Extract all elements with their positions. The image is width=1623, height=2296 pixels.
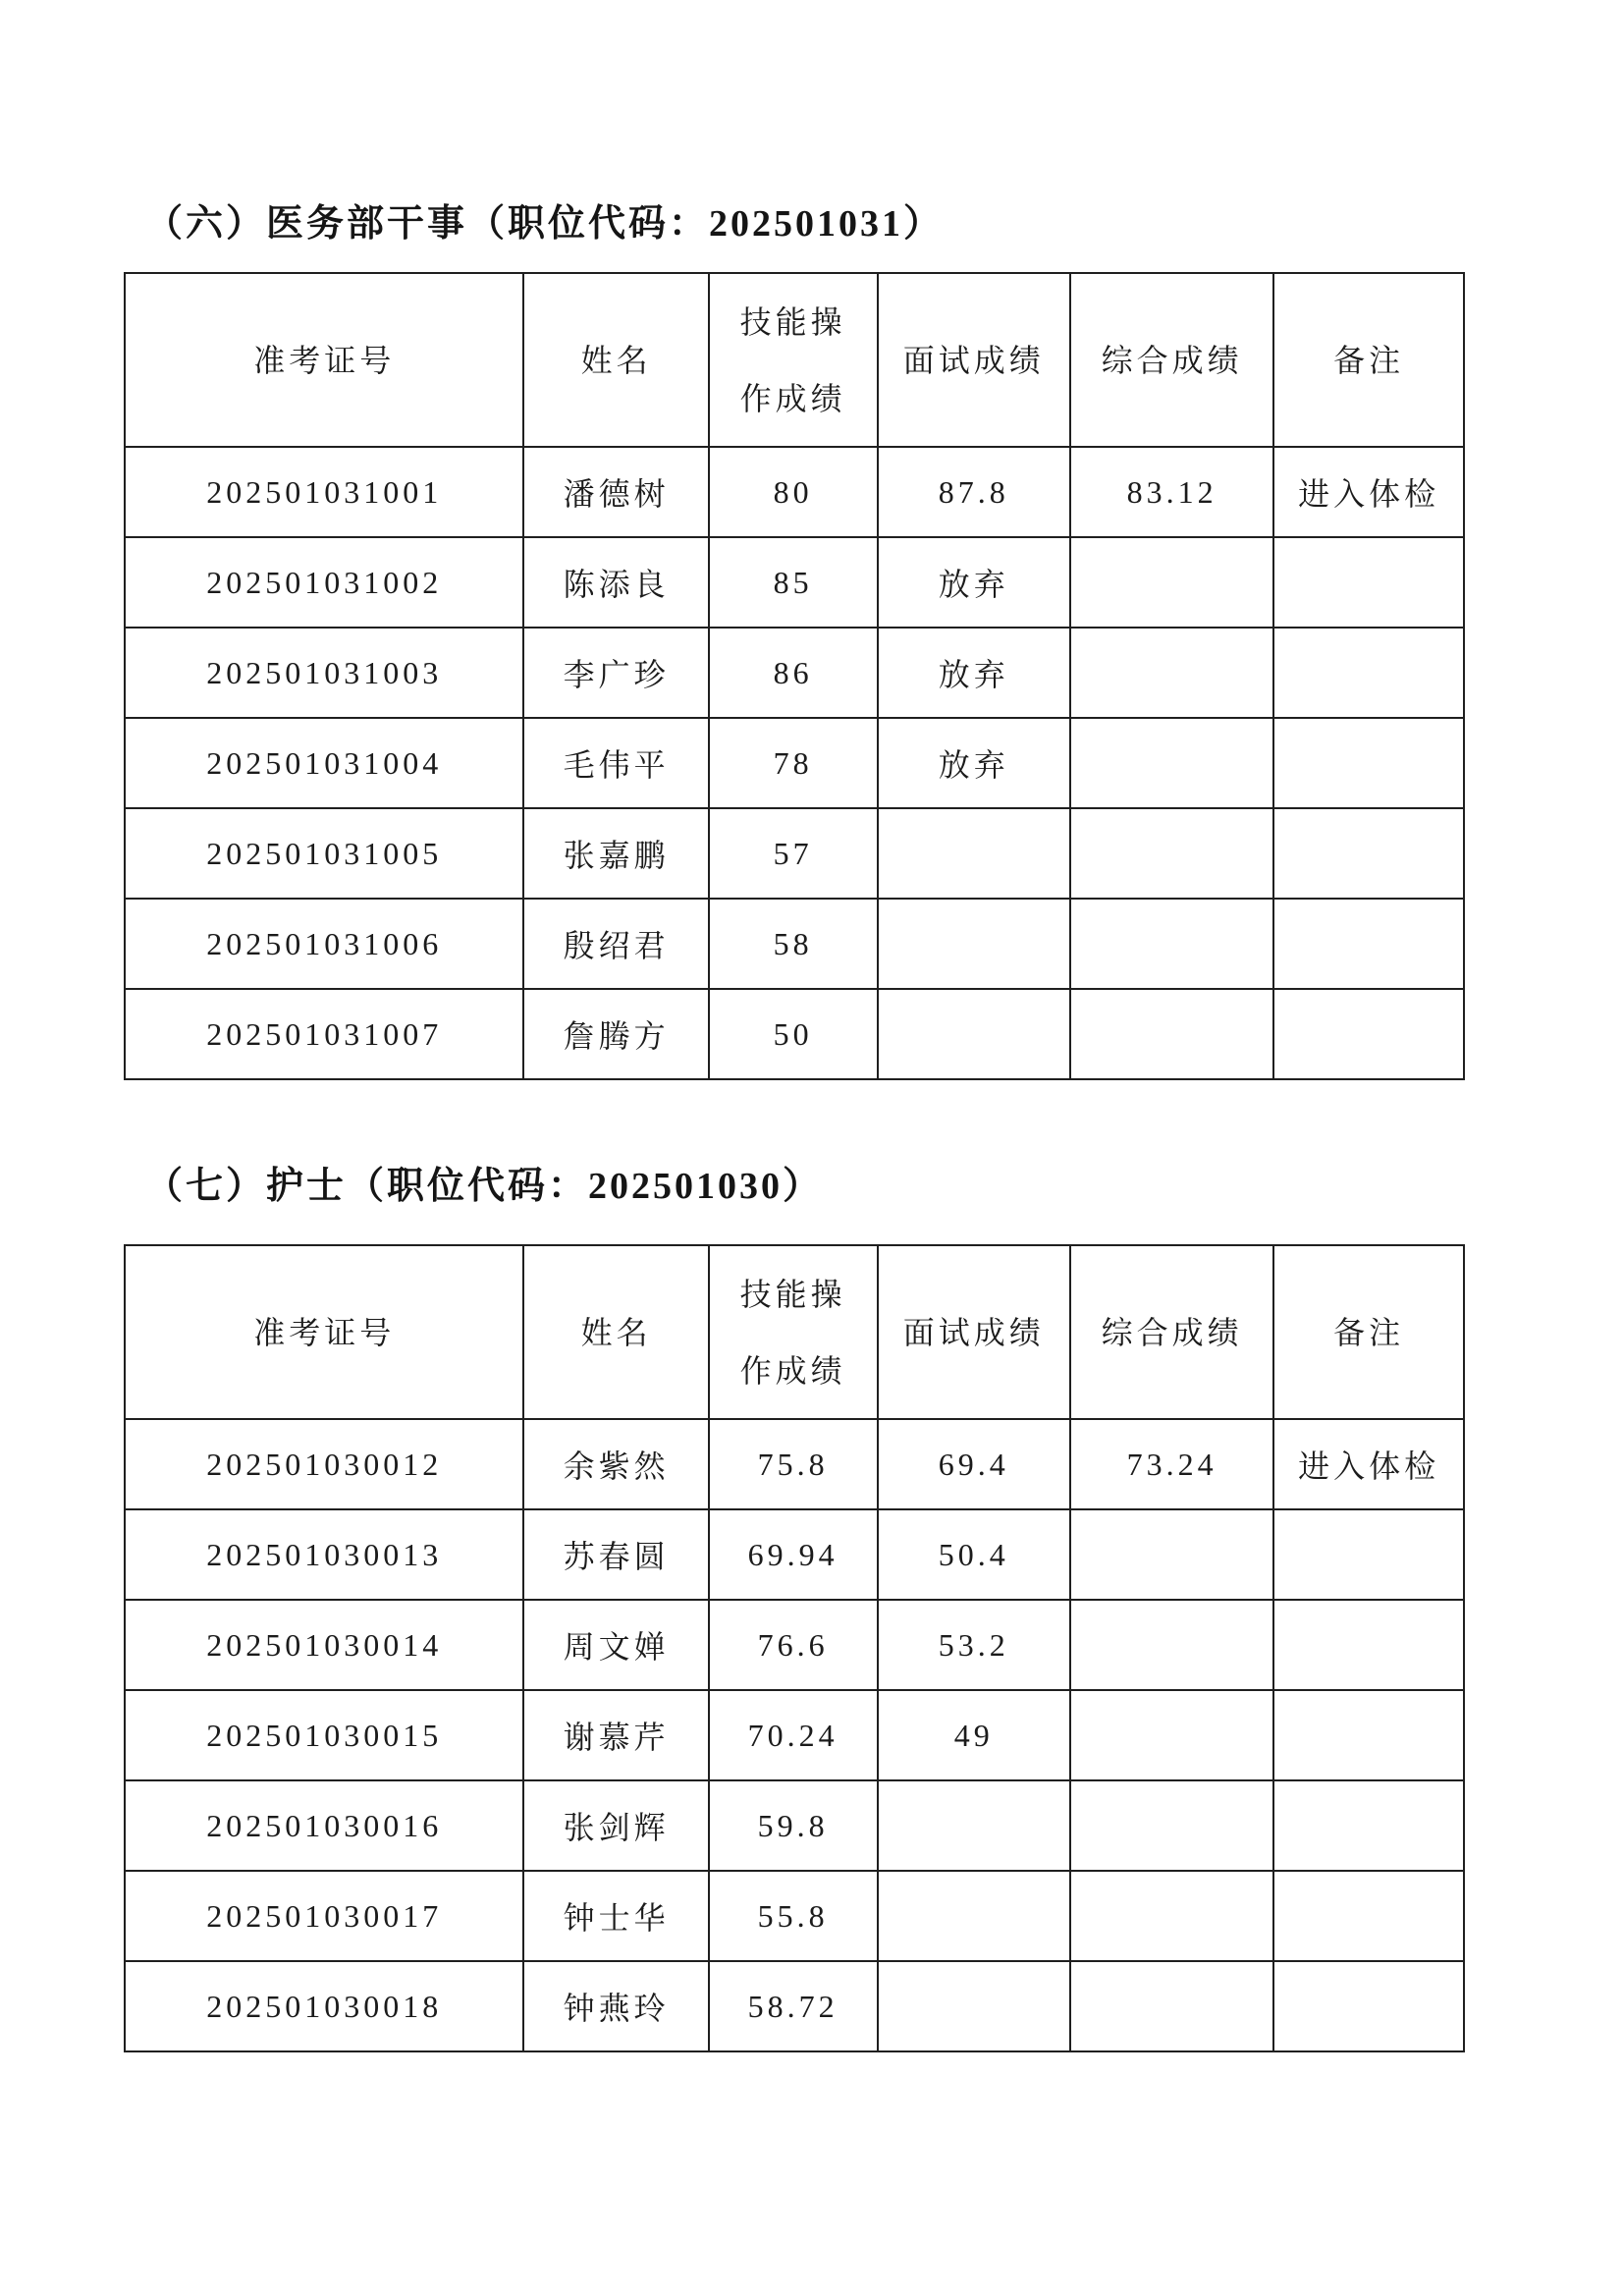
table-cell: 55.8: [709, 1871, 878, 1961]
table-row: [125, 899, 1464, 989]
table-cell: [1273, 1600, 1464, 1690]
table-cell: 80: [709, 447, 878, 537]
table-cell: 殷绍君: [523, 899, 708, 989]
column-header-label: 技能操作成绩: [739, 1276, 846, 1389]
table-cell: 69.94: [709, 1509, 878, 1600]
table-cell: [1070, 1690, 1273, 1780]
table-header-row: [125, 273, 1464, 447]
table-cell: 69.4: [878, 1419, 1070, 1509]
column-header-composite-score: [1070, 1245, 1273, 1419]
table-cell: 陈添良: [523, 537, 708, 628]
table-cell: 202501030016: [125, 1780, 523, 1871]
table-cell: 张嘉鹏: [523, 808, 708, 899]
column-header-remarks: [1273, 273, 1464, 447]
table-row: [125, 1780, 1464, 1871]
table-cell: 75.8: [709, 1419, 878, 1509]
table-cell: 58.72: [709, 1961, 878, 2051]
table-cell: 202501030017: [125, 1871, 523, 1961]
table-cell: 202501030013: [125, 1509, 523, 1600]
table-cell: 202501030014: [125, 1600, 523, 1690]
table-cell: 50: [709, 989, 878, 1079]
table-row: [125, 808, 1464, 899]
table-cell: [1070, 1600, 1273, 1690]
table-cell: 潘德树: [523, 447, 708, 537]
table-cell: [1070, 1961, 1273, 2051]
table-cell: [1070, 989, 1273, 1079]
column-header-name: [523, 1245, 708, 1419]
table-cell: 73.24: [1070, 1419, 1273, 1509]
column-header-skill-score: [709, 273, 878, 447]
table-cell: 进入体检: [1273, 1419, 1464, 1509]
table-cell: 詹腾方: [523, 989, 708, 1079]
table-cell: [1070, 1780, 1273, 1871]
table-cell: 放弃: [878, 718, 1070, 808]
table-cell: 202501031004: [125, 718, 523, 808]
table-cell: [878, 899, 1070, 989]
table-cell: 张剑辉: [523, 1780, 708, 1871]
column-header-label: 准考证号: [253, 1314, 396, 1350]
table-row: [125, 1871, 1464, 1961]
table-cell: [1273, 1871, 1464, 1961]
table-cell: 202501030012: [125, 1419, 523, 1509]
column-header-name: [523, 273, 708, 447]
column-header-label: 综合成绩: [1101, 342, 1243, 378]
table-cell: [1273, 1509, 1464, 1600]
score-table-nurse: [124, 1244, 1465, 2052]
table-row: [125, 1509, 1464, 1600]
table-cell: 李广珍: [523, 628, 708, 718]
table-cell: 202501031003: [125, 628, 523, 718]
table-cell: 70.24: [709, 1690, 878, 1780]
table-row: [125, 718, 1464, 808]
column-header-label: 备注: [1333, 342, 1405, 378]
table-cell: 57: [709, 808, 878, 899]
column-header-label: 面试成绩: [902, 1314, 1045, 1350]
table-cell: 进入体检: [1273, 447, 1464, 537]
table-body: [125, 1419, 1464, 2051]
table-cell: 放弃: [878, 537, 1070, 628]
table-cell: 202501031002: [125, 537, 523, 628]
column-header-interview-score: [878, 1245, 1070, 1419]
table-cell: [1273, 1690, 1464, 1780]
table-cell: 53.2: [878, 1600, 1070, 1690]
table-cell: 87.8: [878, 447, 1070, 537]
table-cell: 202501030015: [125, 1690, 523, 1780]
table-cell: [1070, 1871, 1273, 1961]
table-cell: [1070, 537, 1273, 628]
table-cell: [1273, 989, 1464, 1079]
table-cell: 202501031006: [125, 899, 523, 989]
table-cell: 85: [709, 537, 878, 628]
table-cell: [1070, 808, 1273, 899]
column-header-skill-score: [709, 1245, 878, 1419]
table-row: [125, 628, 1464, 718]
table-row: [125, 447, 1464, 537]
table-cell: 86: [709, 628, 878, 718]
table-cell: [1273, 537, 1464, 628]
column-header-label: 姓名: [580, 1314, 652, 1350]
table-cell: 59.8: [709, 1780, 878, 1871]
table-cell: [1273, 628, 1464, 718]
table-cell: 毛伟平: [523, 718, 708, 808]
table-cell: 余紫然: [523, 1419, 708, 1509]
table-cell: 202501031001: [125, 447, 523, 537]
table-cell: 50.4: [878, 1509, 1070, 1600]
table-cell: [878, 808, 1070, 899]
table-cell: 钟士华: [523, 1871, 708, 1961]
score-table-medical-affairs-clerk: [124, 272, 1465, 1080]
table-cell: 苏春圆: [523, 1509, 708, 1600]
table-row: [125, 1600, 1464, 1690]
table-cell: [1070, 718, 1273, 808]
column-header-label: 面试成绩: [902, 342, 1045, 378]
column-header-label: 综合成绩: [1101, 1314, 1243, 1350]
column-header-label: 姓名: [580, 342, 652, 378]
table-cell: 放弃: [878, 628, 1070, 718]
table-header-row: [125, 1245, 1464, 1419]
table-cell: 58: [709, 899, 878, 989]
table-cell: 谢慕芹: [523, 1690, 708, 1780]
table-cell: [878, 1961, 1070, 2051]
column-header-label: 技能操作成绩: [739, 303, 846, 416]
table-cell: [1070, 1509, 1273, 1600]
table-row: [125, 1690, 1464, 1780]
table-cell: 钟燕玲: [523, 1961, 708, 2051]
column-header-exam-number: [125, 1245, 523, 1419]
table-cell: 78: [709, 718, 878, 808]
table-row: [125, 537, 1464, 628]
table-cell: 83.12: [1070, 447, 1273, 537]
table-cell: [878, 1871, 1070, 1961]
column-header-label: 备注: [1333, 1314, 1405, 1350]
table-cell: 49: [878, 1690, 1070, 1780]
table-cell: [878, 1780, 1070, 1871]
table-cell: 周文婵: [523, 1600, 708, 1690]
table-row: [125, 1419, 1464, 1509]
table-row: [125, 1961, 1464, 2051]
section-title-6: （六）医务部干事（职位代码：202501031）: [145, 203, 945, 245]
column-header-composite-score: [1070, 273, 1273, 447]
table-cell: [1273, 1961, 1464, 2051]
column-header-label: 准考证号: [253, 342, 396, 378]
table-cell: 202501031005: [125, 808, 523, 899]
column-header-exam-number: [125, 273, 523, 447]
table-cell: [1273, 1780, 1464, 1871]
table-row: [125, 989, 1464, 1079]
table-cell: 202501030018: [125, 1961, 523, 2051]
table-cell: [1273, 718, 1464, 808]
column-header-interview-score: [878, 273, 1070, 447]
column-header-remarks: [1273, 1245, 1464, 1419]
table-cell: [1273, 899, 1464, 989]
table-cell: 76.6: [709, 1600, 878, 1690]
section-title-7: （七）护士（职位代码：202501030）: [145, 1166, 824, 1207]
table-body: [125, 447, 1464, 1079]
table-cell: [878, 989, 1070, 1079]
table-cell: 202501031007: [125, 989, 523, 1079]
table-cell: [1070, 628, 1273, 718]
table-cell: [1273, 808, 1464, 899]
table-cell: [1070, 899, 1273, 989]
